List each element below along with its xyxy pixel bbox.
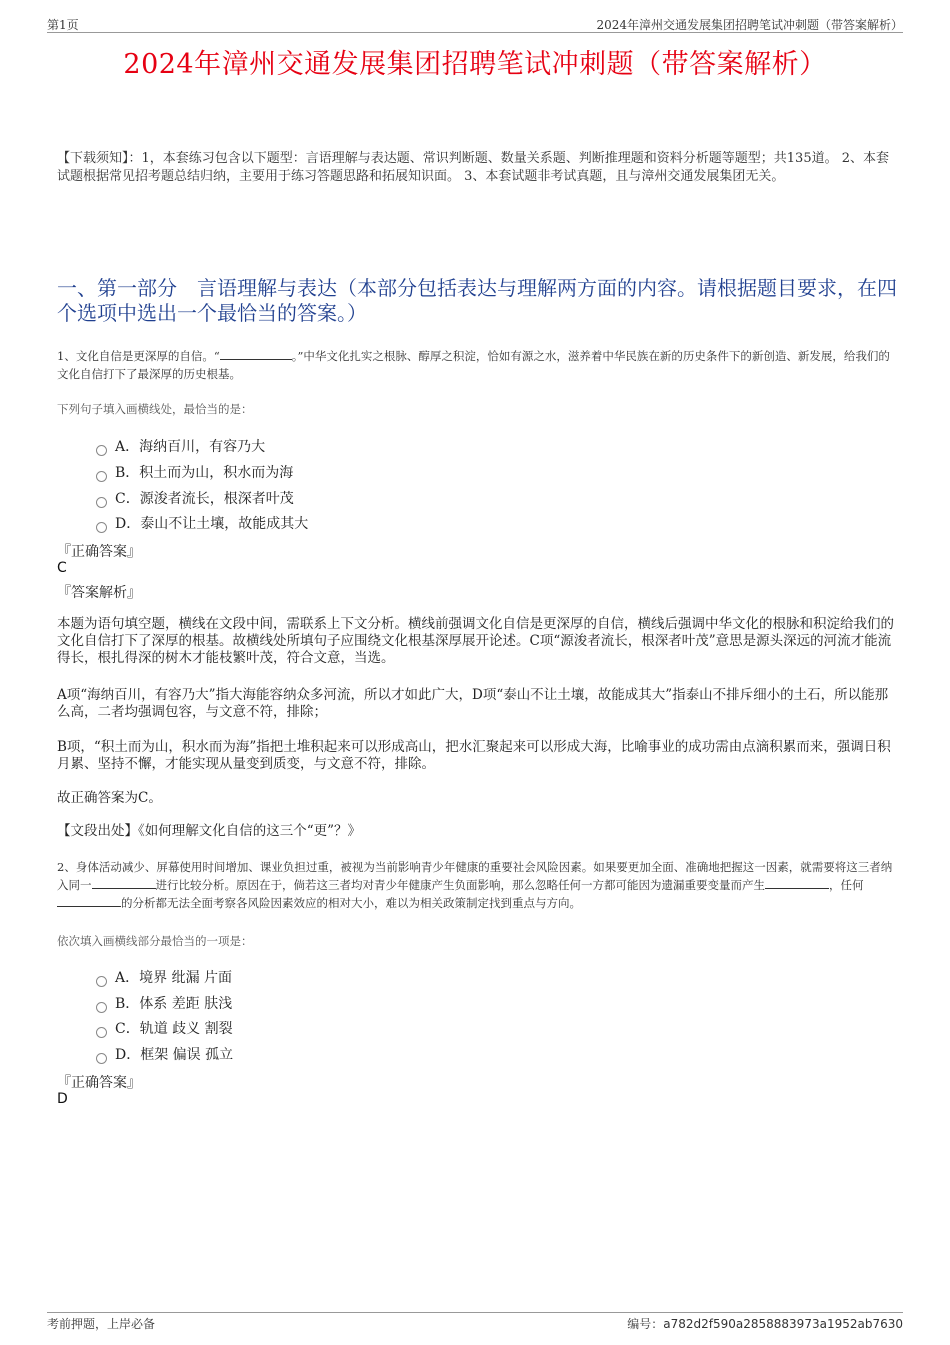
analysis-paragraph: B项，“积土而为山，积水而为海”指把土堆积起来可以形成高山，把水汇聚起来可以形成大海，比喻事业的成功需由点滴积累而来，强调日积月累、坚持不懈，才能实现从量变到质变，与文意不符，排除。 bbox=[57, 739, 891, 772]
question-2-prompt: 依次填入画横线部分最恰当的一项是： bbox=[57, 934, 253, 948]
correct-answer-label: 『正确答案』 bbox=[57, 1075, 141, 1091]
question-2-option-d[interactable]: D．框架 偏误 孤立 bbox=[96, 1044, 233, 1064]
radio-icon[interactable] bbox=[96, 976, 107, 987]
fill-blank bbox=[220, 347, 292, 360]
question-1-option-a[interactable]: A．海纳百川，有容乃大 bbox=[96, 436, 265, 456]
question-1-stem: 1、文化自信是更深厚的自信。“ 。”中华文化扎实之根脉、醇厚之积淀，恰如有源之水，滋养着中华民族在新的历史条件下的新创造、新发展，给我们的文化自信打下了最深厚的历史根基。 bbox=[57, 349, 890, 381]
question-2-option-c[interactable]: C．轨道 歧义 割裂 bbox=[96, 1018, 233, 1038]
footer-divider bbox=[47, 1312, 903, 1313]
passage-source: 【文段出处】《如何理解文化自信的这三个“更”？》 bbox=[57, 823, 362, 839]
radio-icon[interactable] bbox=[96, 1053, 107, 1064]
question-1-option-c[interactable]: C．源浚者流长，根深者叶茂 bbox=[96, 488, 294, 508]
analysis-conclusion: 故正确答案为C。 bbox=[57, 790, 162, 806]
section-title: 一、第一部分 言语理解与表达（本部分包括表达与理解两方面的内容。请根据题目要求，在四个选项中选出一个最恰当的答案。） bbox=[57, 276, 897, 325]
analysis-label: 『答案解析』 bbox=[57, 585, 141, 601]
question-1-option-b[interactable]: B．积土而为山，积水而为海 bbox=[96, 462, 293, 482]
header-doc-title: 2024年漳州交通发展集团招聘笔试冲刺题（带答案解析） bbox=[596, 18, 903, 32]
download-notice: 【下载须知】：1，本套练习包含以下题型：言语理解与表达题、常识判断题、数量关系题、判断推理题和资料分析题等题型；共135道。 2、本套试题根据常见招考题总结归纳，主要用于练习答题思路和拓展知识面。 3、本套试题非考试真题，且与漳州交通发展集团无关。 bbox=[57, 151, 889, 184]
radio-icon[interactable] bbox=[96, 1027, 107, 1038]
radio-icon[interactable] bbox=[96, 445, 107, 456]
fill-blank bbox=[57, 894, 121, 907]
question-2-option-a[interactable]: A．境界 纰漏 片面 bbox=[96, 967, 232, 987]
fill-blank bbox=[765, 876, 829, 889]
page-title: 2024年漳州交通发展集团招聘笔试冲刺题（带答案解析） bbox=[123, 49, 827, 80]
radio-icon[interactable] bbox=[96, 471, 107, 482]
footer-code: 编号：a782d2f590a2858883973a1952ab7630 bbox=[627, 1317, 903, 1331]
analysis-paragraph: A项“海纳百川，有容乃大”指大海能容纳众多河流，所以才如此广大，D项“泰山不让土壤，故能成其大”指泰山不排斥细小的土石，所以能那么高，二者均强调包容，与文意不符，排除； bbox=[57, 687, 889, 720]
radio-icon[interactable] bbox=[96, 522, 107, 533]
radio-icon[interactable] bbox=[96, 1002, 107, 1013]
analysis-paragraph: 本题为语句填空题，横线在文段中间，需联系上下文分析。横线前强调文化自信是更深厚的自信，横线后强调中华文化的根脉和积淀给我们的文化自信打下了深厚的根基。故横线处所填句子应围绕文化根基深厚展开论述。C项“源浚者流长，根深者叶茂”意思是源头深远的河流才能流得长，根扎得深的树木才能枝繁叶茂，符合文意，当选。 bbox=[57, 616, 894, 666]
question-2-option-b[interactable]: B．体系 差距 肤浅 bbox=[96, 993, 232, 1013]
question-2-stem: 2、身体活动减少、屏幕使用时间增加、课业负担过重，被视为当前影响青少年健康的重要社会风险因素。如果要更加全面、准确地把握这一因素，就需要将这三者纳入同一 进行比较分析。原因在于，倘若这三者均对青少年健康产生负面影响，那么忽略任何一方都可能因为遗漏重要变量而产生 ，任何的分析都无法全面考察各风险因素效应的相对大小，难以为相关政策制定找到重点与方向。 bbox=[57, 860, 893, 910]
correct-answer: C bbox=[57, 560, 67, 576]
correct-answer: D bbox=[57, 1091, 68, 1107]
footer-slogan: 考前押题，上岸必备 bbox=[47, 1317, 156, 1331]
fill-blank bbox=[92, 876, 156, 889]
question-1-prompt: 下列句子填入画横线处，最恰当的是： bbox=[57, 402, 253, 416]
page-number: 第1页 bbox=[47, 18, 79, 32]
correct-answer-label: 『正确答案』 bbox=[57, 544, 141, 560]
page-header bbox=[47, 14, 903, 33]
radio-icon[interactable] bbox=[96, 497, 107, 508]
question-1-option-d[interactable]: D．泰山不让土壤，故能成其大 bbox=[96, 513, 308, 533]
